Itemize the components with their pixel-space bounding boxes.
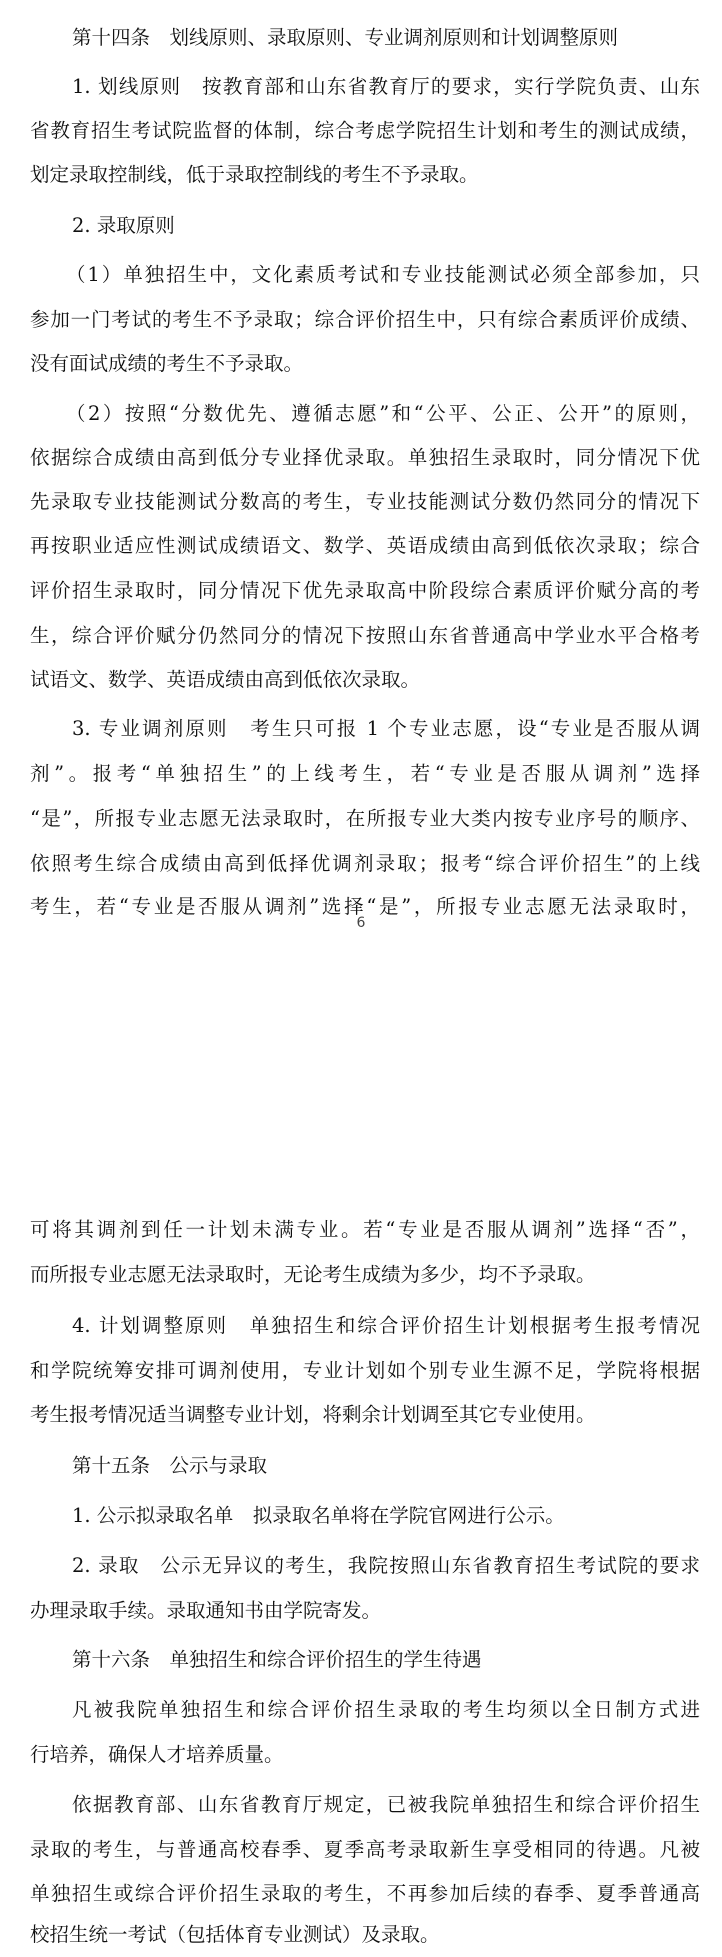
page-number: 6	[356, 915, 366, 931]
paragraph-line: 行培养，确保人才培养质量。	[30, 1743, 284, 1766]
paragraph-line: 依据教育部、山东省教育厅规定，已被我院单独招生和综合评价招生	[72, 1793, 700, 1816]
paragraph-line: 校招生统一考试（包括体育专业测试）及录取。	[30, 1923, 440, 1946]
paragraph-line: 依据综合成绩由高到低分专业择优录取。单独招生录取时，同分情况下优	[30, 446, 700, 469]
paragraph-line: 可将其调剂到任一计划未满专业。若“专业是否服从调剂”选择“否”，	[30, 1218, 700, 1241]
paragraph-line: 试语文、数学、英语成绩由高到低依次录取。	[30, 668, 421, 691]
paragraph-line: 评价招生录取时，同分情况下优先录取高中阶段综合素质评价赋分高的考	[30, 579, 700, 602]
paragraph-line: 4. 计划调整原则 单独招生和综合评价招生计划根据考生报考情况	[72, 1314, 700, 1337]
paragraph-line: 划定录取控制线，低于录取控制线的考生不予录取。	[30, 163, 479, 186]
article-16-heading: 第十六条 单独招生和综合评价招生的学生待遇	[72, 1648, 482, 1671]
paragraph-line: 单独招生或综合评价招生录取的考生，不再参加后续的春季、夏季普通高	[30, 1882, 700, 1905]
paragraph-line: 再按职业适应性测试成绩语文、数学、英语成绩由高到低依次录取；综合	[30, 534, 700, 557]
paragraph-line: 考生，若“专业是否服从调剂”选择“是”，所报专业志愿无法录取时，	[30, 895, 700, 918]
paragraph-line: 考生报考情况适当调整专业计划，将剩余计划调至其它专业使用。	[30, 1403, 596, 1426]
paragraph-line: 3. 专业调剂原则 考生只可报 1 个专业志愿，设“专业是否服从调	[72, 717, 700, 740]
paragraph-line: 先录取专业技能测试分数高的考生，专业技能测试分数仍然同分的情况下	[30, 490, 700, 513]
article-15-heading: 第十五条 公示与录取	[72, 1454, 268, 1477]
paragraph-line: 省教育招生考试院监督的体制，综合考虑学院招生计划和考生的测试成绩，	[30, 119, 700, 142]
paragraph-line: 而所报专业志愿无法录取时，无论考生成绩为多少，均不予录取。	[30, 1263, 596, 1286]
paragraph-line: “是”，所报专业志愿无法录取时，在所报专业大类内按专业序号的顺序、	[30, 807, 700, 830]
paragraph-line: 和学院统筹安排可调剂使用，专业计划如个别专业生源不足，学院将根据	[30, 1359, 700, 1382]
paragraph-line: 录取的考生，与普通高校春季、夏季高考录取新生享受相同的待遇。凡被	[30, 1838, 700, 1861]
paragraph-line: 办理录取手续。录取通知书由学院寄发。	[30, 1599, 382, 1622]
paragraph-line: （2）按照“分数优先、遵循志愿”和“公平、公正、公开”的原则，	[66, 402, 700, 425]
paragraph-line: 1. 划线原则 按教育部和山东省教育厅的要求，实行学院负责、山东	[72, 75, 700, 98]
paragraph-line: 1. 公示拟录取名单 拟录取名单将在学院官网进行公示。	[72, 1504, 565, 1527]
paragraph-line: 生，综合评价赋分仍然同分的情况下按照山东省普通高中学业水平合格考	[30, 624, 700, 647]
paragraph-line: 凡被我院单独招生和综合评价招生录取的考生均须以全日制方式进	[72, 1698, 700, 1721]
section-heading: 2. 录取原则	[72, 214, 175, 237]
paragraph-line: 剂”。报考“单独招生”的上线考生，若“专业是否服从调剂”选择	[30, 762, 700, 785]
paragraph-line: 没有面试成绩的考生不予录取。	[30, 352, 304, 375]
paragraph-line: 依照考生综合成绩由高到低择优调剂录取；报考“综合评价招生”的上线	[30, 852, 700, 875]
article-14-heading: 第十四条 划线原则、录取原则、专业调剂原则和计划调整原则	[72, 26, 619, 49]
paragraph-line: 参加一门考试的考生不予录取；综合评价招生中，只有综合素质评价成绩、	[30, 308, 700, 331]
paragraph-line: 2. 录取 公示无异议的考生，我院按照山东省教育招生考试院的要求	[72, 1554, 700, 1577]
paragraph-line: （1）单独招生中，文化素质考试和专业技能测试必须全部参加，只	[66, 263, 700, 286]
